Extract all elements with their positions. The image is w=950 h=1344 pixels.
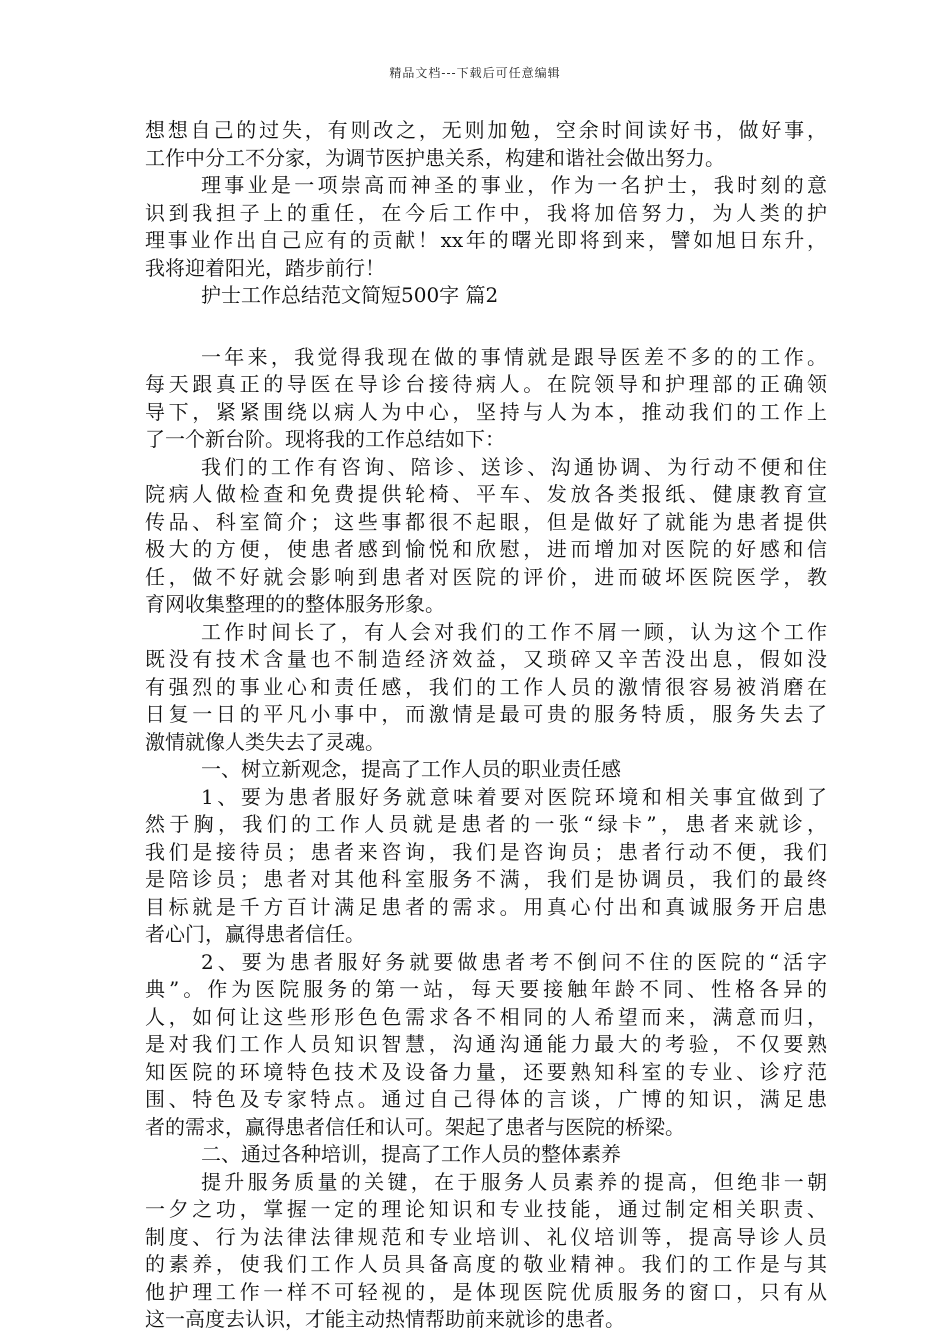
text-line: 任，做不好就会影响到患者对医院的评价，进而破坏医院医学，教 [145, 564, 827, 589]
text-line: 一年来，我觉得我现在做的事情就是跟导医差不多的的工作。 [201, 344, 827, 369]
text-line: 目标就是千方百计满足患者的需求。用真心付出和真诚服务开启患 [145, 894, 827, 919]
text-line: 导下，紧紧围绕以病人为中心，坚持与人为本，推动我们的工作上 [145, 399, 827, 424]
text-line: 二、通过各种培训，提高了工作人员的整体素养 [201, 1142, 621, 1166]
text-line: 院病人做检查和免费提供轮椅、平车、发放各类报纸、健康教育宣 [145, 482, 827, 506]
text-line: 一夕之功，掌握一定的理论知识和专业技能，通过制定相关职责、 [145, 1197, 827, 1221]
text-line: 日复一日的平凡小事中，而激情是最可贵的服务特质，服务失去了 [145, 702, 827, 726]
text-line: 了一个新台阶。现将我的工作总结如下： [145, 427, 505, 451]
text-line: 工作时间长了，有人会对我们的工作不屑一顾，认为这个工作 [201, 619, 827, 644]
text-line: 传品、科室简介；这些事都很不起眼，但是做好了就能为患者提供 [145, 509, 827, 534]
text-line: 护士工作总结范文简短500字 篇2 [201, 283, 499, 307]
text-line: 他护理工作一样不可轻视的，是体现医院优质服务的窗口，只有从 [145, 1279, 827, 1304]
text-line: 激情就像人类失去了灵魂。 [145, 729, 385, 754]
text-line: 2、要为患者服好务就要做患者考不倒问不住的医院的“活字 [201, 949, 827, 974]
text-line: 提升服务质量的关键，在于服务人员素养的提高，但绝非一朝 [201, 1169, 827, 1194]
text-line: 理事业是一项崇高而神圣的事业，作为一名护士，我时刻的意 [201, 173, 827, 197]
text-line: 的素养，使我们工作人员具备高度的敬业精神。我们的工作是与其 [145, 1252, 827, 1276]
text-line: 这一高度去认识，才能主动热情帮助前来就诊的患者。 [145, 1307, 625, 1331]
text-line: 是对我们工作人员知识智慧，沟通沟通能力最大的考验，不仅要熟 [145, 1032, 827, 1056]
text-line: 人，如何让这些形形色色需求各不相同的人希望而来，满意而归， [145, 1004, 827, 1029]
text-line: 1、要为患者服好务就意味着要对医院环境和相关事宜做到了 [201, 784, 827, 809]
text-line: 每天跟真正的导医在导诊台接待病人。在院领导和护理部的正确领 [145, 372, 827, 396]
text-line: 育网收集整理的的整体服务形象。 [145, 592, 445, 616]
text-line: 识到我担子上的重任，在今后工作中，我将加倍努力，为人类的护 [145, 200, 827, 225]
text-line: 然于胸，我们的工作人员就是患者的一张“绿卡”，患者来就诊， [145, 812, 827, 836]
text-line: 我们的工作有咨询、陪诊、送诊、沟通协调、为行动不便和住 [201, 454, 827, 479]
text-line: 有强烈的事业心和责任感，我们的工作人员的激情很容易被消磨在 [145, 674, 827, 699]
blank-line [145, 310, 827, 344]
text-line: 者的需求，赢得患者信任和认可。架起了患者与医院的桥梁。 [145, 1114, 685, 1139]
text-line: 知医院的环境特色技术及设备力量，还要熟知科室的专业、诊疗范 [145, 1059, 827, 1084]
text-line: 围、特色及专家特点。通过自己得体的言谈，广博的知识，满足患 [145, 1087, 827, 1111]
text-line: 既没有技术含量也不制造经济效益，又琐碎又辛苦没出息，假如没 [145, 647, 827, 671]
page-header: 精品文档---下载后可任意编辑 [389, 66, 561, 80]
text-line: 想想自己的过失，有则改之，无则加勉，空余时间读好书，做好事， [145, 118, 827, 142]
text-line: 我将迎着阳光，踏步前行！ [145, 255, 385, 280]
text-line: 制度、行为法律法律规范和专业培训、礼仪培训等，提高导诊人员 [145, 1224, 827, 1249]
text-line: 者心门，赢得患者信任。 [145, 922, 365, 946]
text-line: 一、树立新观念，提高了工作人员的职业责任感 [201, 757, 621, 781]
text-line: 理事业作出自己应有的贡献！xx年的曙光即将到来，譬如旭日东升， [145, 228, 827, 252]
document-body [145, 117, 827, 1334]
text-line: 极大的方便，使患者感到愉悦和欣慰，进而增加对医院的好感和信 [145, 537, 827, 561]
text-line: 我们是接待员；患者来咨询，我们是咨询员；患者行动不便，我们 [145, 839, 827, 864]
text-line: 工作中分工不分家，为调节医护患关系，构建和谐社会做出努力。 [145, 145, 725, 170]
text-line: 典”。作为医院服务的第一站，每天要接触年龄不同、性格各异的 [145, 977, 827, 1001]
text-line: 是陪诊员；患者对其他科室服务不满，我们是协调员，我们的最终 [145, 867, 827, 891]
